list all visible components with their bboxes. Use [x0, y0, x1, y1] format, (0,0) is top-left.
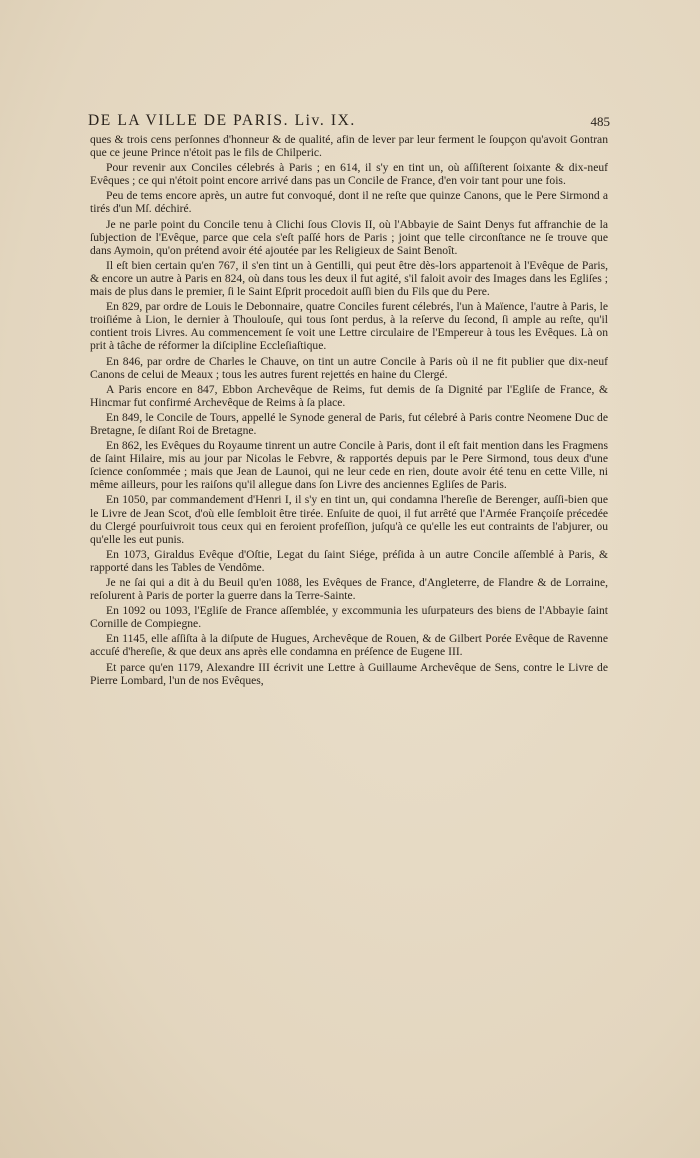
paragraph: Pour revenir aux Conciles célebrés à Paris ; en 614, il s'y en tint un, où aſſiſterent ſoixante & dix-neuf Evêques ; ce qui n'étoit point encore arrivé dans pas un Concile de France, d'en voir tant pour une fois. [90, 161, 608, 188]
paragraph: Je ne parle point du Concile tenu à Clichi ſous Clovis II, où l'Abbayie de Saint Denys fut affranchie de la ſubjection de l'Evêque, parce que cela s'eſt paſſé hors de Paris ; joint que telle circonſtance ne ſe trouve que dans Aymoin, qu'on prétend avoir été ajoutée par les Religieux de Saint Benoît. [90, 217, 608, 257]
paragraph: A Paris encore en 847, Ebbon Archevêque de Reims, fut demis de ſa Dignité par l'Egliſe de France, & Hincmar fut confirmé Archevêque de Reims à ſa place. [90, 382, 608, 409]
paragraph: En 846, par ordre de Charles le Chauve, on tint un autre Concile à Paris où il ne fit publier que dix-neuf Canons de celui de Meaux ; tous les autres furent rejettés en haine du Clergé. [90, 354, 608, 381]
paragraph: En 1073, Giraldus Evêque d'Oſtie, Legat du ſaint Siége, préſida à un autre Concile aſſemblé à Paris, & rapporté dans les Tables de Vendôme. [90, 547, 608, 574]
paragraph: Je ne ſai qui a dit à du Beuil qu'en 1088, les Evêques de France, d'Angleterre, de Flandre & de Lorraine, reſolurent à Paris de porter la guerre dans la Terre-Sainte. [90, 576, 608, 603]
paragraph: Peu de tems encore après, un autre fut convoqué, dont il ne reſte que quinze Canons, que le Pere Sirmond a tirés d'un Mſ. déchiré. [90, 189, 608, 216]
paragraph: En 849, le Concile de Tours, appellé le Synode general de Paris, fut célebré à Paris contre Neomene Duc de Bretagne, ſe diſant Roi de Bretagne. [90, 410, 608, 437]
paragraph: ques & trois cens perſonnes d'honneur & de qualité, afin de lever par leur ferment le ſoupçon qu'avoit Gontran que ce jeune Prince n'étoit pas le fils de Chilperic. [90, 133, 608, 160]
paragraph: Et parce qu'en 1179, Alexandre III écrivit une Lettre à Guillaume Archevêque de Sens, contre le Livre de Pierre Lombard, l'un de nos Evêques, [90, 660, 608, 687]
paragraph: En 829, par ordre de Louis le Debonnaire, quatre Conciles furent célebrés, l'un à Maïence, l'autre à Paris, le troiſiéme à Lion, le dernier à Thoulouſe, qui tous ſont perdus, à la reſerve du ſecond, ſi ample au reſte, qu'il contient trois Livres. Au commencement ſe voit une Lettre circulaire de l'Empereur à tous les Evêques. Là on prit à tâche de réformer la diſcipline Eccleſiaſtique. [90, 300, 608, 353]
body-text [90, 133, 608, 689]
paragraph: En 1050, par commandement d'Henri I, il s'y en tint un, qui condamna l'hereſie de Berenger, auſſi-bien que le Livre de Jean Scot, d'où elle ſembloit être tirée. Enſuite de quoi, il fut arrêté que l'Armée Françoiſe précedée du Clergé pourſuivroit tous ceux qui en feroient profeſſion, juſqu'à ce qu'elle les eut contraints de l'abjurer, ou qu'elle les eut punis. [90, 493, 608, 546]
paragraph: En 1145, elle aſſiſta à la diſpute de Hugues, Archevêque de Rouen, & de Gilbert Porée Evêque de Ravenne accuſé d'hereſie, & que deux ans après elle condamna en préſence de Eugene III. [90, 632, 608, 659]
paragraph: En 862, les Evêques du Royaume tinrent un autre Concile à Paris, dont il eſt fait mention dans les Fragmens de ſaint Hilaire, mis au jour par Nicolas le Febvre, & rapportés depuis par le Pere Sirmond, tous deux d'une ſcience conſommée ; mais que Jean de Launoi, qui ne leur cede en rien, doute avoir été tenu en cette Ville, ni même ailleurs, pour les raiſons qu'il allegue dans ſon Livre des anciennes Egliſes de Paris. [90, 439, 608, 492]
page-number: 485 [590, 114, 610, 129]
page-header [88, 112, 610, 132]
paragraph: Il eſt bien certain qu'en 767, il s'en tint un à Gentilli, qui peut être dès-lors appartenoit à l'Evêque de Paris, & encore un autre à Paris en 824, où dans tous les deux il fut agité, s'il faloit avoir des Images dans les Egliſes ; mais de plus dans le premier, ſi le Saint Eſprit procedoit auſſi bien du Fils que du Pere. [90, 258, 608, 299]
running-head: DE LA VILLE DE PARIS. Liv. IX. [88, 112, 356, 129]
paragraph: En 1092 ou 1093, l'Egliſe de France aſſemblée, y excommunia les uſurpateurs des biens de l'Abbayie ſaint Cornille de Compiegne. [90, 604, 608, 631]
